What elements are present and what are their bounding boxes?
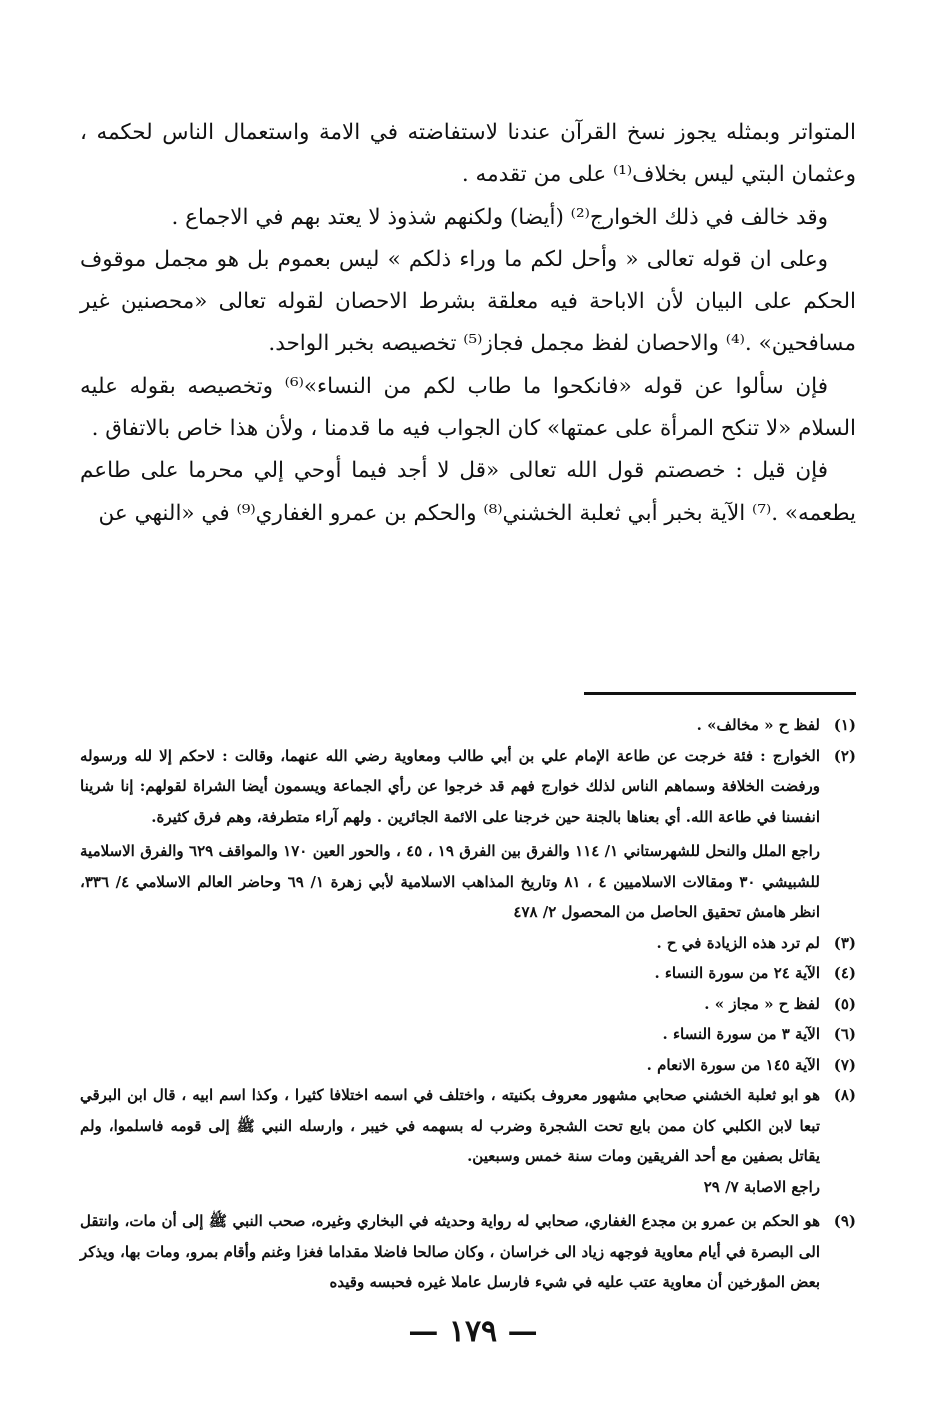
footnote-text: لفظ ح « مخالف» . bbox=[696, 716, 820, 734]
paragraph: وقد خالف في ذلك الخوارج⁽²⁾ (أيضا) ولكنهم شذوذ لا يعتد بهم في الاجماع . bbox=[171, 204, 828, 230]
footnote-text: راجع الملل والنحل للشهرستاني ١/ ١١٤ والفرق بين الفرق ١٩ ، ٤٥ ، والحور العين ١٧٠ والمواقف ٦٢٩ والفرق الاسلامية للشبيشي ٣٠ ومقالات الاسلاميين ٤ ، ٨١ وتاريخ المذاهب الاسلامية لأبي زهرة ١/ ٦٩ وحاضر العالم الاسلامي ٤/ ٣٣٦، انظر هامش تحقيق الحاصل من المحصول ٢/ ٤٧٨ bbox=[80, 842, 821, 921]
footnote-number: (٧) bbox=[833, 1055, 856, 1074]
page-body bbox=[80, 112, 856, 1291]
footnote bbox=[80, 928, 856, 959]
footnote-reference bbox=[80, 836, 856, 928]
footnote-number: (٨) bbox=[833, 1086, 856, 1104]
footnote-divider bbox=[584, 692, 856, 695]
paragraph: فإن سألوا عن قوله «فانكحوا ما طاب لكم من النساء»⁽⁶⁾ وتخصيصه بقوله عليه السلام «لا تنكح المرأة على عمتها» كان الجواب فيه ما قدمنا ، ولأن هذا خاص بالاتفاق . bbox=[80, 373, 856, 442]
footnote-number: (٢) bbox=[833, 746, 856, 765]
footnote bbox=[80, 1019, 856, 1050]
footnote bbox=[80, 958, 856, 989]
footnote-number: (٦) bbox=[833, 1025, 856, 1043]
footnote bbox=[80, 710, 856, 741]
footnote-number: (٤) bbox=[833, 964, 856, 982]
footnote-text: لم ترد هذه الزيادة في ح . bbox=[656, 933, 820, 952]
footnotes bbox=[80, 710, 856, 1298]
footnote-text: راجع الاصابة ٧/ ٢٩ bbox=[703, 1177, 820, 1196]
footnote-number: (٣) bbox=[833, 933, 856, 952]
footnote-text: هو الحكم بن عمرو بن مجدع الغفاري، صحابي له رواية وحديثه في البخاري وغيره، صحب النبي ﷺ إلى أن مات، وانتقل الى البصرة في أيام معاوية فوجهه زياد الى خراسان ، وكان صالحا فاضلا مقداما فغزا وغنم وأقام بمرو، ومات بها، ويذكر بعض المؤرخين أن معاوية عتب عليه في شيء فارسل عاملا غيره فحبسه وقيده bbox=[80, 1212, 820, 1291]
footnote bbox=[80, 989, 856, 1020]
footnote-text: الآية ١٤٥ من سورة الانعام . bbox=[646, 1055, 820, 1074]
footnote-text: لفظ ح « مجاز » . bbox=[704, 994, 820, 1013]
footnote-text: الخوارج : فئة خرجت عن طاعة الإمام علي بن أبي طالب ومعاوية رضي الله عنهما، وقالت : لاحكم إلا لله ورسوله ورفضت الخلافة وسماهم الناس لذلك خوارج فهم قد خرجوا عن رأي الجماعة ويسمون أيضا الشراة لقولهم: إنا شرينا انفسنا في طاعة الله. أي بعناها بالجنة حين خرجنا على الائمة الجائرين . ولهم آراء متطرفة، وهم فرق كثيرة. bbox=[80, 746, 820, 826]
footnote-text: الآية ٢٤ من سورة النساء . bbox=[654, 964, 820, 982]
main-text bbox=[80, 112, 856, 535]
footnote bbox=[80, 741, 856, 833]
footnote bbox=[80, 1080, 856, 1172]
footnote-number: (٩) bbox=[833, 1212, 856, 1230]
page-number: — ١٧٩ — bbox=[408, 1314, 538, 1349]
footnote-text: هو ابو ثعلبة الخشني صحابي مشهور معروف بكنيته ، واختلف في اسمه اختلافا كثيرا ، وكذا اسم ابيه ، قال ابن البرقي تبعا لابن الكلبي كان ممن بايع تحت الشجرة وضرب له بسهمه في خيبر ، وارسله النبي ﷺ إلى قومه فاسلموا، ولم يقاتل بصفين مع أحد الفريقين ومات سنة خمس وسبعين. bbox=[80, 1086, 820, 1165]
paragraph: وعلى ان قوله تعالى « وأحل لكم ما وراء ذلكم » ليس بعموم بل هو مجمل موقوف الحكم على البيان لأن الاباحة فيه معلقة بشرط الاحصان لقوله تعالى «محصنين غير مسافحين» .⁽⁴⁾ والاحصان لفظ مجمل فجاز⁽⁵⁾ تخصيصه بخبر الواحد. bbox=[80, 246, 856, 357]
footnote-text: الآية ٣ من سورة النساء . bbox=[662, 1025, 820, 1043]
footnote bbox=[80, 1050, 856, 1081]
footnote-number: (١) bbox=[833, 716, 856, 734]
footnote-reference bbox=[80, 1172, 856, 1203]
footnote-number: (٥) bbox=[833, 994, 856, 1013]
paragraph: فإن قيل : خصصتم قول الله تعالى «قل لا أجد فيما أوحي إلي محرما على طاعم يطعمه» .⁽⁷⁾ الآية بخبر أبي ثعلبة الخشني⁽⁸⁾ والحكم بن عمرو الغفاري⁽⁹⁾ في «النهي عن bbox=[80, 458, 856, 526]
paragraph: المتواتر وبمثله يجوز نسخ القرآن عندنا لاستفاضته في الامة واستعمال الناس لحكمه ، وعثمان البتي ليس بخلاف⁽¹⁾ على من تقدمه . bbox=[80, 120, 856, 188]
footnote bbox=[80, 1206, 856, 1298]
